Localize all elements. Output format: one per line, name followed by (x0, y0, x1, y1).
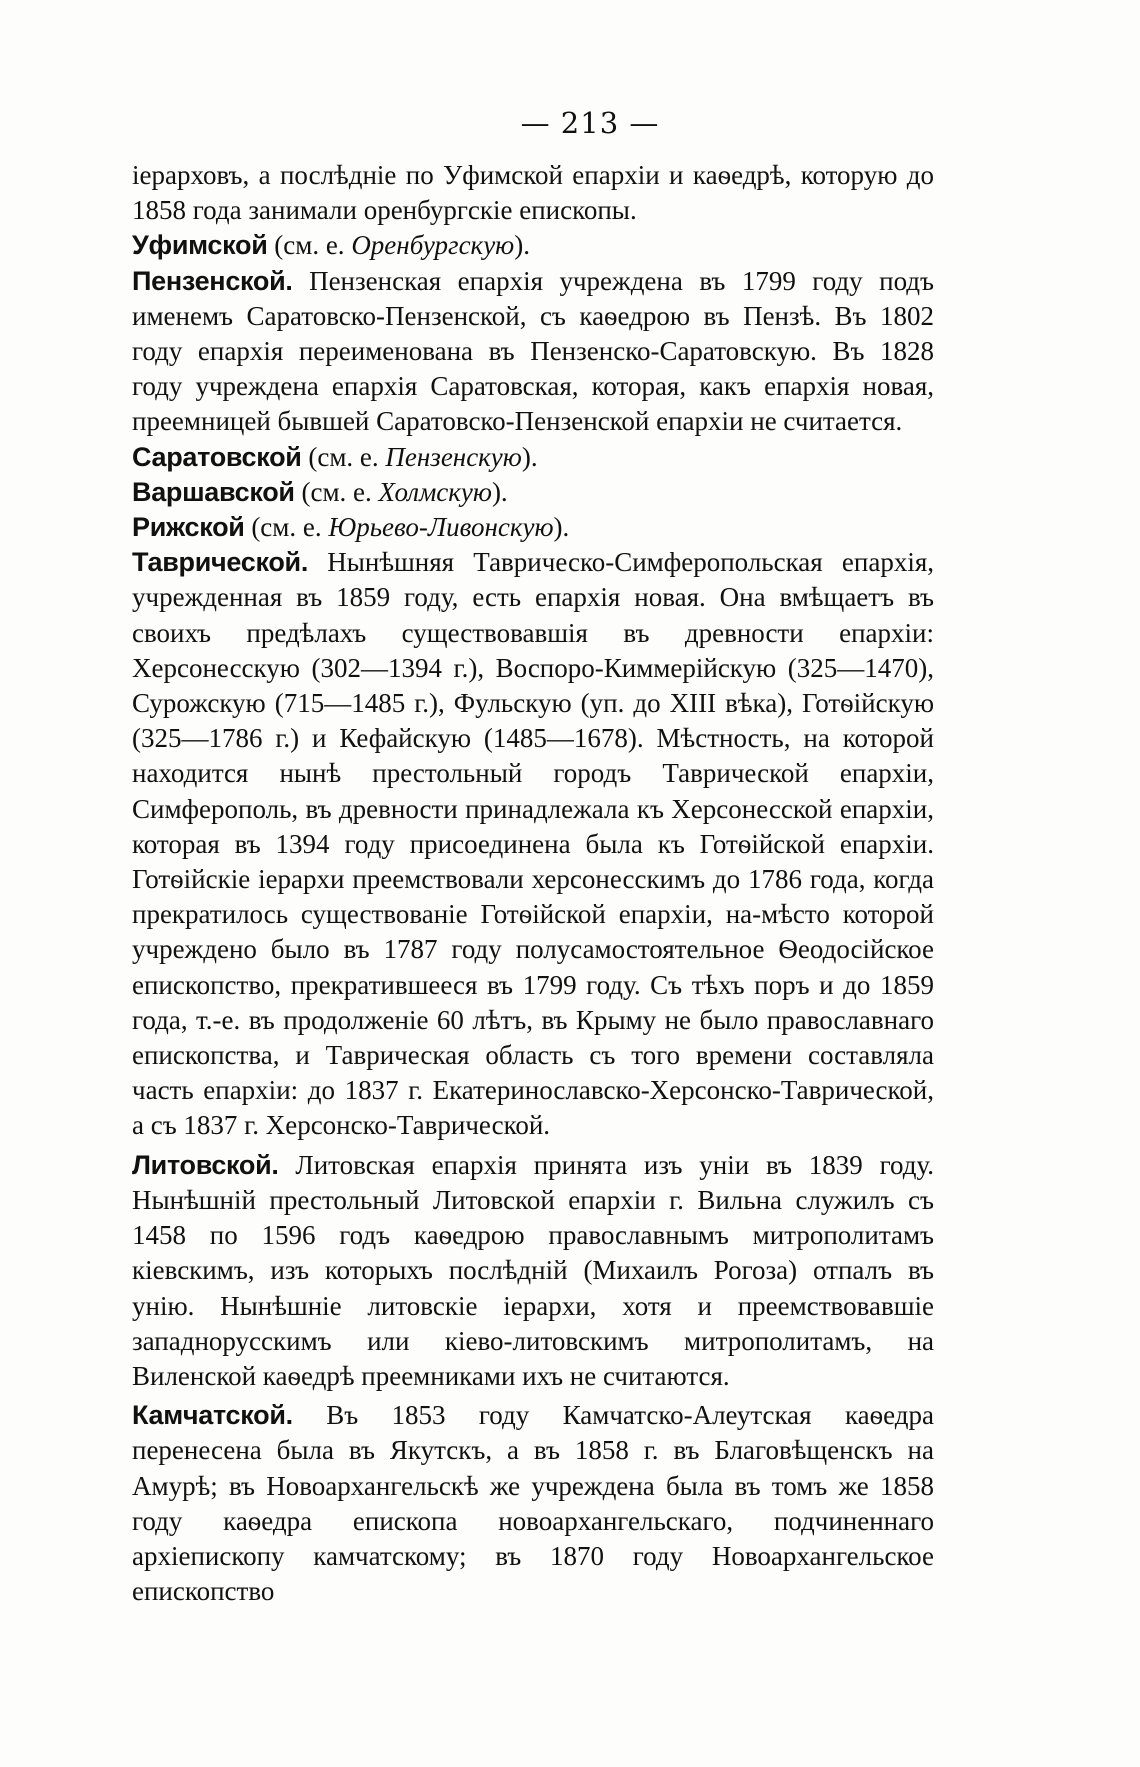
entry-heading: Уфимской (132, 230, 268, 261)
entry-warsaw (132, 475, 934, 510)
entry-riga (132, 510, 934, 545)
entry-penza (132, 264, 934, 440)
entry-reference: Пензенскую (385, 441, 522, 472)
entry-text: (см. е. (301, 441, 386, 472)
entry-reference: Юрьево-Ливонскую (328, 512, 554, 543)
paragraph-text: іерарховъ, а послѣдніе по Уфимской епархіи и каѳедрѣ, которую до 1858 года занимали оренбургскіе епископы. (132, 160, 934, 226)
entry-text: (см. е. (267, 230, 352, 261)
paragraph-continuation (132, 158, 934, 228)
entry-reference: Холмскую (378, 476, 492, 507)
entry-heading: Таврической. (132, 547, 309, 578)
entry-text: (см. е. (244, 512, 329, 543)
entry-taurida (132, 545, 934, 1143)
entry-heading: Литовской. (132, 1149, 279, 1180)
entry-text-tail: ). (521, 441, 538, 472)
entry-text: Пензенская епархія учреждена въ 1799 году подъ именемъ Саратовско-Пензенской, съ каѳедрою въ Пензѣ. Въ 1802 году епархія переименована въ Пензенско-Саратовскую. Въ 1828 году учреждена епархія Саратовская, которая, какъ епархія новая, преемницей бывшей Саратовско-Пензенской епархіи не считается. (132, 265, 934, 437)
entry-text: Литовская епархія принята изъ уніи въ 1839 году. Нынѣшній престольный Литовской епархіи г. Вильна служилъ съ 1458 по 1596 годъ каѳедрою православнымъ митрополитамъ кіевскимъ, изъ которыхъ послѣдній (Михаилъ Рогоза) отпалъ въ унію. Нынѣшніе литовскіе іерархи, хотя и преемствовавшіе западнорусскимъ или кіево-литовскимъ митрополитамъ, на Виленской каѳедрѣ преемниками ихъ не считаются. (132, 1149, 934, 1391)
entry-text-tail: ). (514, 230, 530, 261)
entry-heading: Рижской (132, 512, 245, 543)
entry-lithuania (132, 1148, 934, 1394)
entry-text: Нынѣшняя Таврическо-Симферопольская епархія, учрежденная въ 1859 году, есть епархія новая. Она вмѣщаетъ въ своихъ предѣлахъ существовавшія въ древности епархіи: Херсонесскую (302—1394 г.), Воспоро-Киммерійскую (325—1470), Сурожскую (715—1485 г.), Фульскую (уп. до XIII вѣка), Готѳійскую (325—1786 г.) и Кефайскую (1485—1678). Мѣстность, на которой находится нынѣ престольный городъ Таврической епархіи, Симферополь, въ древности принадлежала къ Херсонесской епархіи, которая въ 1394 году присоединена была къ Готѳійской епархіи. Готѳійскіе іерархи преемствовали херсонесскимъ до 1786 года, когда прекратилось существованіе Готѳійской епархіи, на-мѣсто которой учреждено было въ 1787 году полусамостоятельное Ѳеодосійское епископство, прекратившееся въ 1799 году. Съ тѣхъ поръ и до 1859 года, т.-е. въ продолженіе 60 лѣтъ, въ Крыму не было православнаго епископства, и Таврическая область съ того времени составляла часть епархіи: до 1837 г. Екатеринославско-Херсонско-Таврической, а съ 1837 г. Херсонско-Таврической. (132, 547, 934, 1141)
entry-kamchatka (132, 1398, 934, 1609)
entry-ufa (132, 228, 934, 263)
entry-heading: Камчатской. (132, 1400, 293, 1431)
page-body (132, 158, 934, 1609)
entry-heading: Варшавской (132, 476, 295, 507)
entry-reference: Оренбургскую (351, 230, 515, 261)
page-number: — 213 — (520, 106, 660, 140)
entry-heading: Саратовской (132, 441, 302, 472)
entry-text: (см. е. (294, 476, 379, 507)
entry-saratov (132, 440, 934, 475)
entry-heading: Пензенской. (132, 265, 293, 296)
entry-text-tail: ). (553, 512, 570, 543)
entry-text: Въ 1853 году Камчатско-Алеутская каѳедра перенесена была въ Якутскъ, а въ 1858 г. въ Благовѣщенскъ на Амурѣ; въ Новоархангельскѣ же учреждена была въ томъ же 1858 году каѳедра епископа новоархангельскаго, подчиненнаго архіепископу камчатскому; въ 1870 году Новоархангельское епископство (132, 1400, 934, 1607)
entry-text-tail: ). (491, 476, 508, 507)
